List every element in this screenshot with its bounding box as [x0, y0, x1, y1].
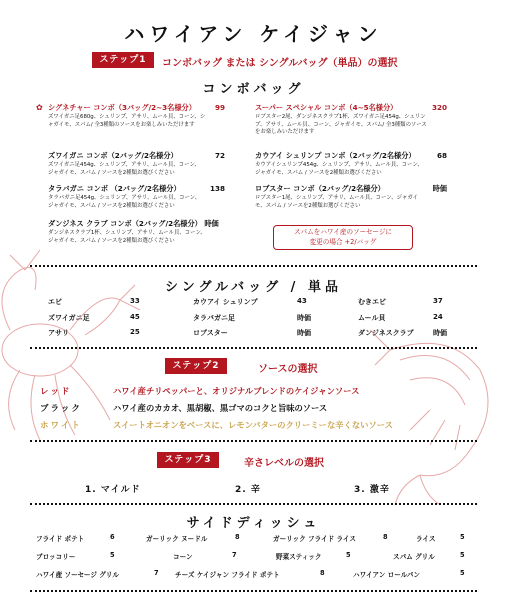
single-price: 37: [433, 297, 443, 305]
single-price: 時価: [297, 314, 311, 322]
single-price: 43: [297, 297, 307, 305]
combo-desc-king-crab: [48, 195, 200, 210]
step2-badge: ステップ2: [165, 358, 227, 374]
single-price: 24: [433, 313, 443, 321]
side-item: ブロッコリー: [36, 553, 76, 561]
single-price: 45: [130, 313, 140, 321]
combo-item-super-special: スーパー スペシャル コンボ（4~5名様分）: [255, 103, 398, 112]
single-item: ダンジネスクラブ: [358, 329, 414, 337]
divider: [30, 440, 477, 442]
step3-text: 辛さレベルの選択: [244, 458, 324, 469]
combo-item-kauai-shrimp: カウアイ シュリンプ コンボ（2バッグ/2名様分）: [255, 151, 416, 160]
side-price: 8: [383, 533, 388, 541]
desc-line: ロブスター1尾、シュリンプ、アサリ、ムール貝、コーン、ジャガイ: [255, 195, 418, 201]
combo-desc-kauai-shrimp: [255, 162, 423, 177]
desc-line: タラバガニ足454g、シュリンプ、アサリ、ムール貝、コーン、: [48, 195, 201, 201]
side-price: 8: [320, 569, 325, 577]
side-item: フライド ポテト: [36, 535, 85, 543]
note-line: スパムをハワイ産のソーセージに: [293, 228, 393, 236]
divider: [30, 590, 477, 592]
combo-item-signature: シグネチャー コンボ（3バッグ/2~3名様分）: [48, 103, 196, 112]
single-heading: シングルバッグ / 単品: [165, 280, 342, 295]
desc-line: モ、スパム / ソースを2種類お選びください: [255, 202, 361, 209]
combo-desc-snow-crab: [48, 162, 200, 177]
page-title: ハワイアン ケイジャン: [124, 22, 383, 46]
combo-item-dungeness: ダンジネス クラブ コンボ（2バッグ/2名様分） 時価: [48, 219, 219, 228]
single-item: ロブスター: [193, 329, 228, 337]
single-item: タラバガニ足: [193, 314, 235, 322]
desc-line: カウアイシュリンプ454g、シュリンプ、アサリ、ムール貝、コーン、: [255, 162, 423, 168]
step1-text: コンボバッグ または シングルバッグ（単品）の選択: [162, 58, 398, 69]
desc-line: ダンジネスクラブ1杯、シュリンプ、アサリ、ムール貝、コーン、: [48, 230, 206, 236]
side-price: 8: [235, 533, 240, 541]
sauce-desc-red: ハワイ産チリペッパーと、オリジナルブレンドのケイジャンソース: [113, 386, 360, 396]
side-price: 5: [346, 551, 351, 559]
combo-price-lobster: 時価: [432, 184, 447, 193]
combo-desc-lobster: [255, 195, 418, 210]
side-price: 5: [460, 533, 465, 541]
note-line: 変更の場合 +2/バッグ: [309, 237, 377, 246]
single-item: アサリ: [48, 329, 69, 337]
desc-line: ャガイモ、スパム/ 全3種類のソースをお楽しみいただけます: [48, 121, 195, 128]
side-item: ガーリック ヌードル: [146, 535, 208, 543]
combo-item-king-crab: タラバガニ コンボ （2バッグ/2名様分）: [48, 184, 181, 193]
side-price: 5: [460, 551, 465, 559]
crab-icon: ✿: [36, 103, 43, 112]
single-price: 25: [130, 328, 140, 336]
side-item: 野菜スティック: [276, 553, 322, 561]
step1-badge: ステップ1: [92, 52, 154, 68]
desc-line: ズワイガニ足454g、シュリンプ、アサリ、ムール貝、コーン、: [48, 162, 200, 168]
step2-text: ソースの選択: [258, 364, 318, 375]
combo-desc-signature: [48, 114, 205, 129]
combo-price-snow-crab: 72: [214, 151, 225, 160]
desc-line: ジャガイモ、スパム / ソースを2種類お選びください: [48, 169, 175, 176]
combo-item-snow-crab: ズワイガニ コンボ（2バッグ/2名様分）: [48, 151, 178, 160]
combo-price-king-crab: 138: [209, 184, 225, 193]
spice-level-mild: 1. マイルド: [85, 485, 141, 495]
side-price: 7: [154, 569, 159, 577]
single-price: 時価: [297, 329, 311, 337]
single-item: ムール貝: [358, 314, 386, 322]
step3-badge: ステップ3: [157, 452, 219, 468]
single-price: 33: [130, 297, 140, 305]
sauce-desc-black: ハワイ産のカカオ、黒胡椒、黒ゴマのコクと旨味のソース: [113, 403, 328, 413]
sausage-upgrade-note: [273, 225, 413, 250]
shrimp-sketch-decoration: [370, 310, 507, 510]
sauce-desc-white: スイートオニオンをベースに、レモンバターのクリーミーな辛くないソース: [113, 420, 393, 430]
sauce-name-black: ブラック: [40, 404, 82, 414]
single-item: カウアイ シュリンプ: [193, 298, 258, 306]
side-price: 7: [232, 551, 237, 559]
desc-line: ロブスター2尾、ダンジネスクラブ1杯、ズワイガニ足454g、シュリン: [255, 114, 426, 120]
side-item: ハワイアン ロールパン: [353, 571, 420, 579]
combo-desc-super-special: [255, 114, 427, 137]
sauce-name-red: レッド: [40, 387, 72, 397]
desc-line: ジャガイモ、スパム / ソースを2種類お選びください: [255, 169, 382, 176]
divider: [30, 347, 477, 349]
desc-line: ジャガイモ、スパム / ソースを2種類お選びください: [48, 237, 175, 244]
combo-price-signature: 99: [214, 103, 225, 112]
side-price: 5: [110, 551, 115, 559]
side-item: チーズ ケイジャン フライド ポテト: [175, 571, 280, 579]
combo-heading: コンボバッグ: [202, 82, 305, 97]
spice-level-hot: 2. 辛: [235, 485, 261, 495]
single-item: ズワイガニ足: [48, 314, 90, 322]
desc-line: ジャガイモ、スパム / ソースを2種類お選びください: [48, 202, 175, 209]
side-item: コーン: [173, 553, 193, 561]
single-price: 時価: [433, 329, 447, 337]
sides-heading: サイドディッシュ: [186, 516, 321, 531]
sauce-name-white: ホワイト: [40, 421, 82, 431]
divider: [30, 265, 477, 267]
side-price: 5: [460, 569, 465, 577]
side-item: ハワイ産 ソーセージ グリル: [36, 571, 119, 579]
spice-level-extra-hot: 3. 激辛: [354, 485, 390, 495]
crab-sketch-decoration: [0, 230, 150, 490]
desc-line: ズワイガニ足680g、シュリンプ、アサリ、ムール貝、コーン、シ: [48, 114, 206, 120]
side-item: スパム グリル: [393, 553, 435, 561]
combo-price-super-special: 320: [431, 103, 447, 112]
desc-line: プ、アサリ、ムール貝、コーン、ジャガイモ、スパム/ 全3種類のソース: [255, 121, 427, 128]
side-item: ガーリック フライド ライス: [273, 535, 356, 543]
single-item: エビ: [48, 298, 62, 306]
desc-line: をお楽しみいただけます: [255, 129, 315, 136]
side-price: 6: [110, 533, 115, 541]
single-item: むきエビ: [358, 298, 386, 306]
combo-item-lobster: ロブスター コンボ（2バッグ/2名様分）: [255, 184, 385, 193]
divider: [30, 503, 477, 505]
combo-price-kauai-shrimp: 68: [436, 151, 447, 160]
combo-desc-dungeness: [48, 230, 206, 245]
side-item: ライス: [416, 535, 436, 543]
